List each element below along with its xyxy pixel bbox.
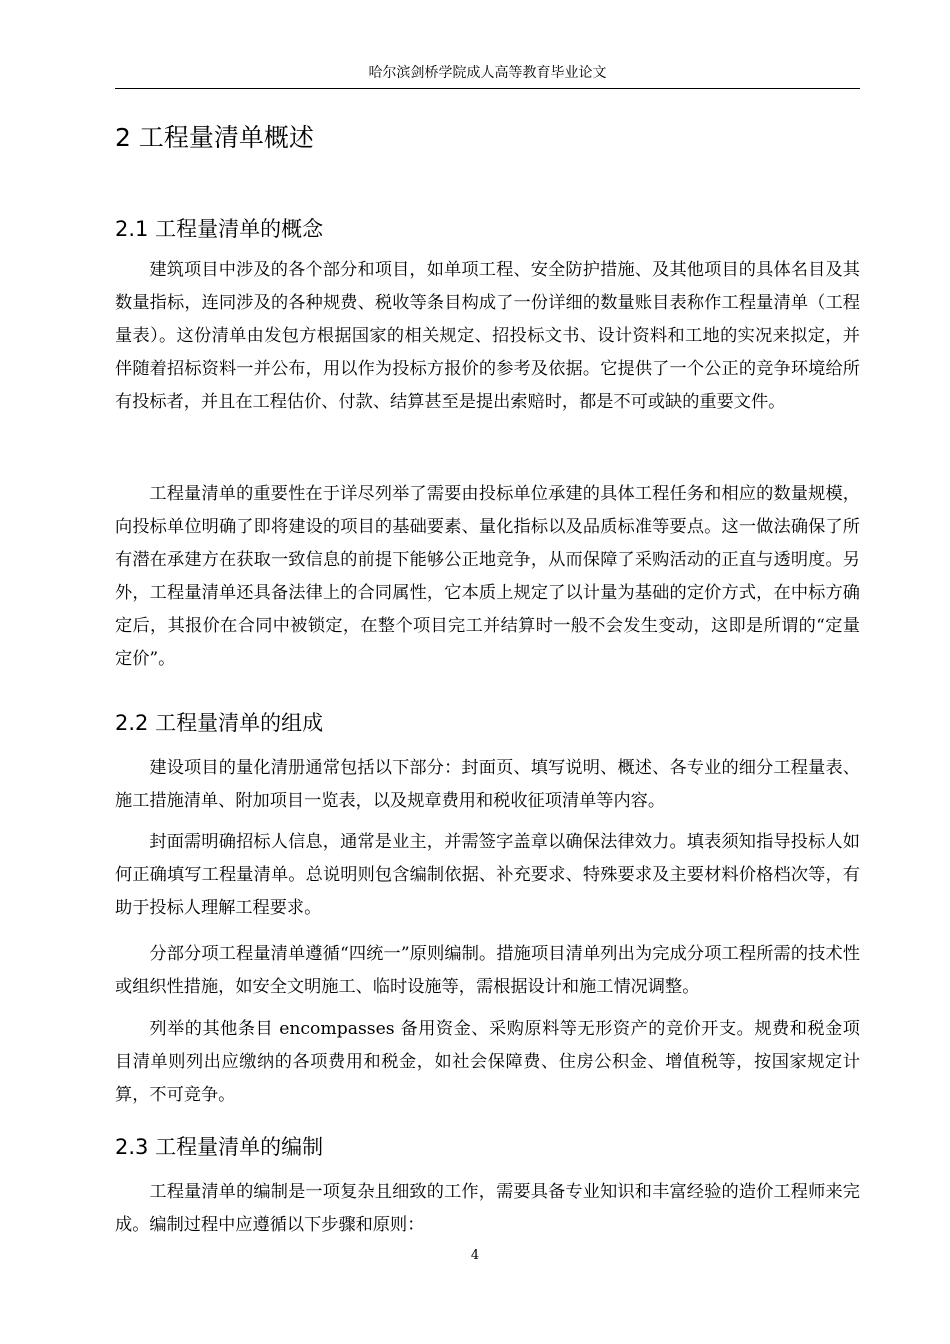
- paragraph-2-1-2: 工程量清单的重要性在于详尽列举了需要由投标单位承建的具体工程任务和相应的数量规模，向投标单位明确了即将建设的项目的基础要素、量化指标以及品质标准等要点。这一做法确保了所有潜在承建方在获取一致信息的前提下能够公正地竞争，从而保障了采购活动的正直与透明度。另外，工程量清单还具备法律上的合同属性，它本质上规定了以计量为基础的定价方式，在中标方确定后，其报价在合同中被锁定，在整个项目完工并结算时一般不会发生变动，这即是所谓的“定量定价”。: [115, 484, 860, 669]
- page-number: 4: [470, 1248, 480, 1263]
- section-heading-2-1: 2.1 工程量清单的概念: [115, 217, 324, 241]
- section-heading-2-3: 2.3 工程量清单的编制: [115, 1135, 324, 1159]
- paragraph-2-2-3: 分部分项工程量清单遵循“四统一”原则编制。措施项目清单列出为完成分项工程所需的技术性或组织性措施，如安全文明施工、临时设施等，需根据设计和施工情况调整。: [115, 944, 860, 997]
- paragraph-2-1-1: 建筑项目中涉及的各个部分和项目，如单项工程、安全防护措施、及其他项目的具体名目及其数量指标，连同涉及的各种规费、税收等条目构成了一份详细的数量账目表称作工程量清单（工程量表）。这份清单由发包方根据国家的相关规定、招投标文书、设计资料和工地的实况来拟定，并伴随着招标资料一并公布，用以作为投标方报价的参考及依据。它提供了一个公正的竞争环境给所有投标者，并且在工程估价、付款、结算甚至是提出索赔时，都是不可或缺的重要文件。: [115, 260, 860, 412]
- paragraph-2-2-2: 封面需明确招标人信息，通常是业主，并需签字盖章以确保法律效力。填表须知指导投标人如何正确填写工程量清单。总说明则包含编制依据、补充要求、特殊要求及主要材料价格档次等，有助于投标人理解工程要求。: [115, 832, 860, 918]
- header-title: 哈尔滨剑桥学院成人高等教育毕业论文: [368, 65, 607, 81]
- paragraph-2-2-1: 建设项目的量化清册通常包括以下部分：封面页、填写说明、概述、各专业的细分工程量表、施工措施清单、附加项目一览表，以及规章费用和税收征项清单等内容。: [115, 758, 860, 811]
- page-header: [115, 60, 860, 89]
- paragraph-2-2-4: 列举的其他条目 encompasses 备用资金、采购原料等无形资产的竞价开支。规费和税金项目清单则列出应缴纳的各项费用和税金，如社会保障费、住房公积金、增值税等，按国家规定计算，不可竞争。: [115, 1019, 860, 1105]
- section-heading-2-2: 2.2 工程量清单的组成: [115, 711, 324, 735]
- chapter-title: 2 工程量清单概述: [115, 123, 314, 152]
- paragraph-2-3-1: 工程量清单的编制是一项复杂且细致的工作，需要具备专业知识和丰富经验的造价工程师来完成。编制过程中应遵循以下步骤和原则：: [115, 1182, 860, 1235]
